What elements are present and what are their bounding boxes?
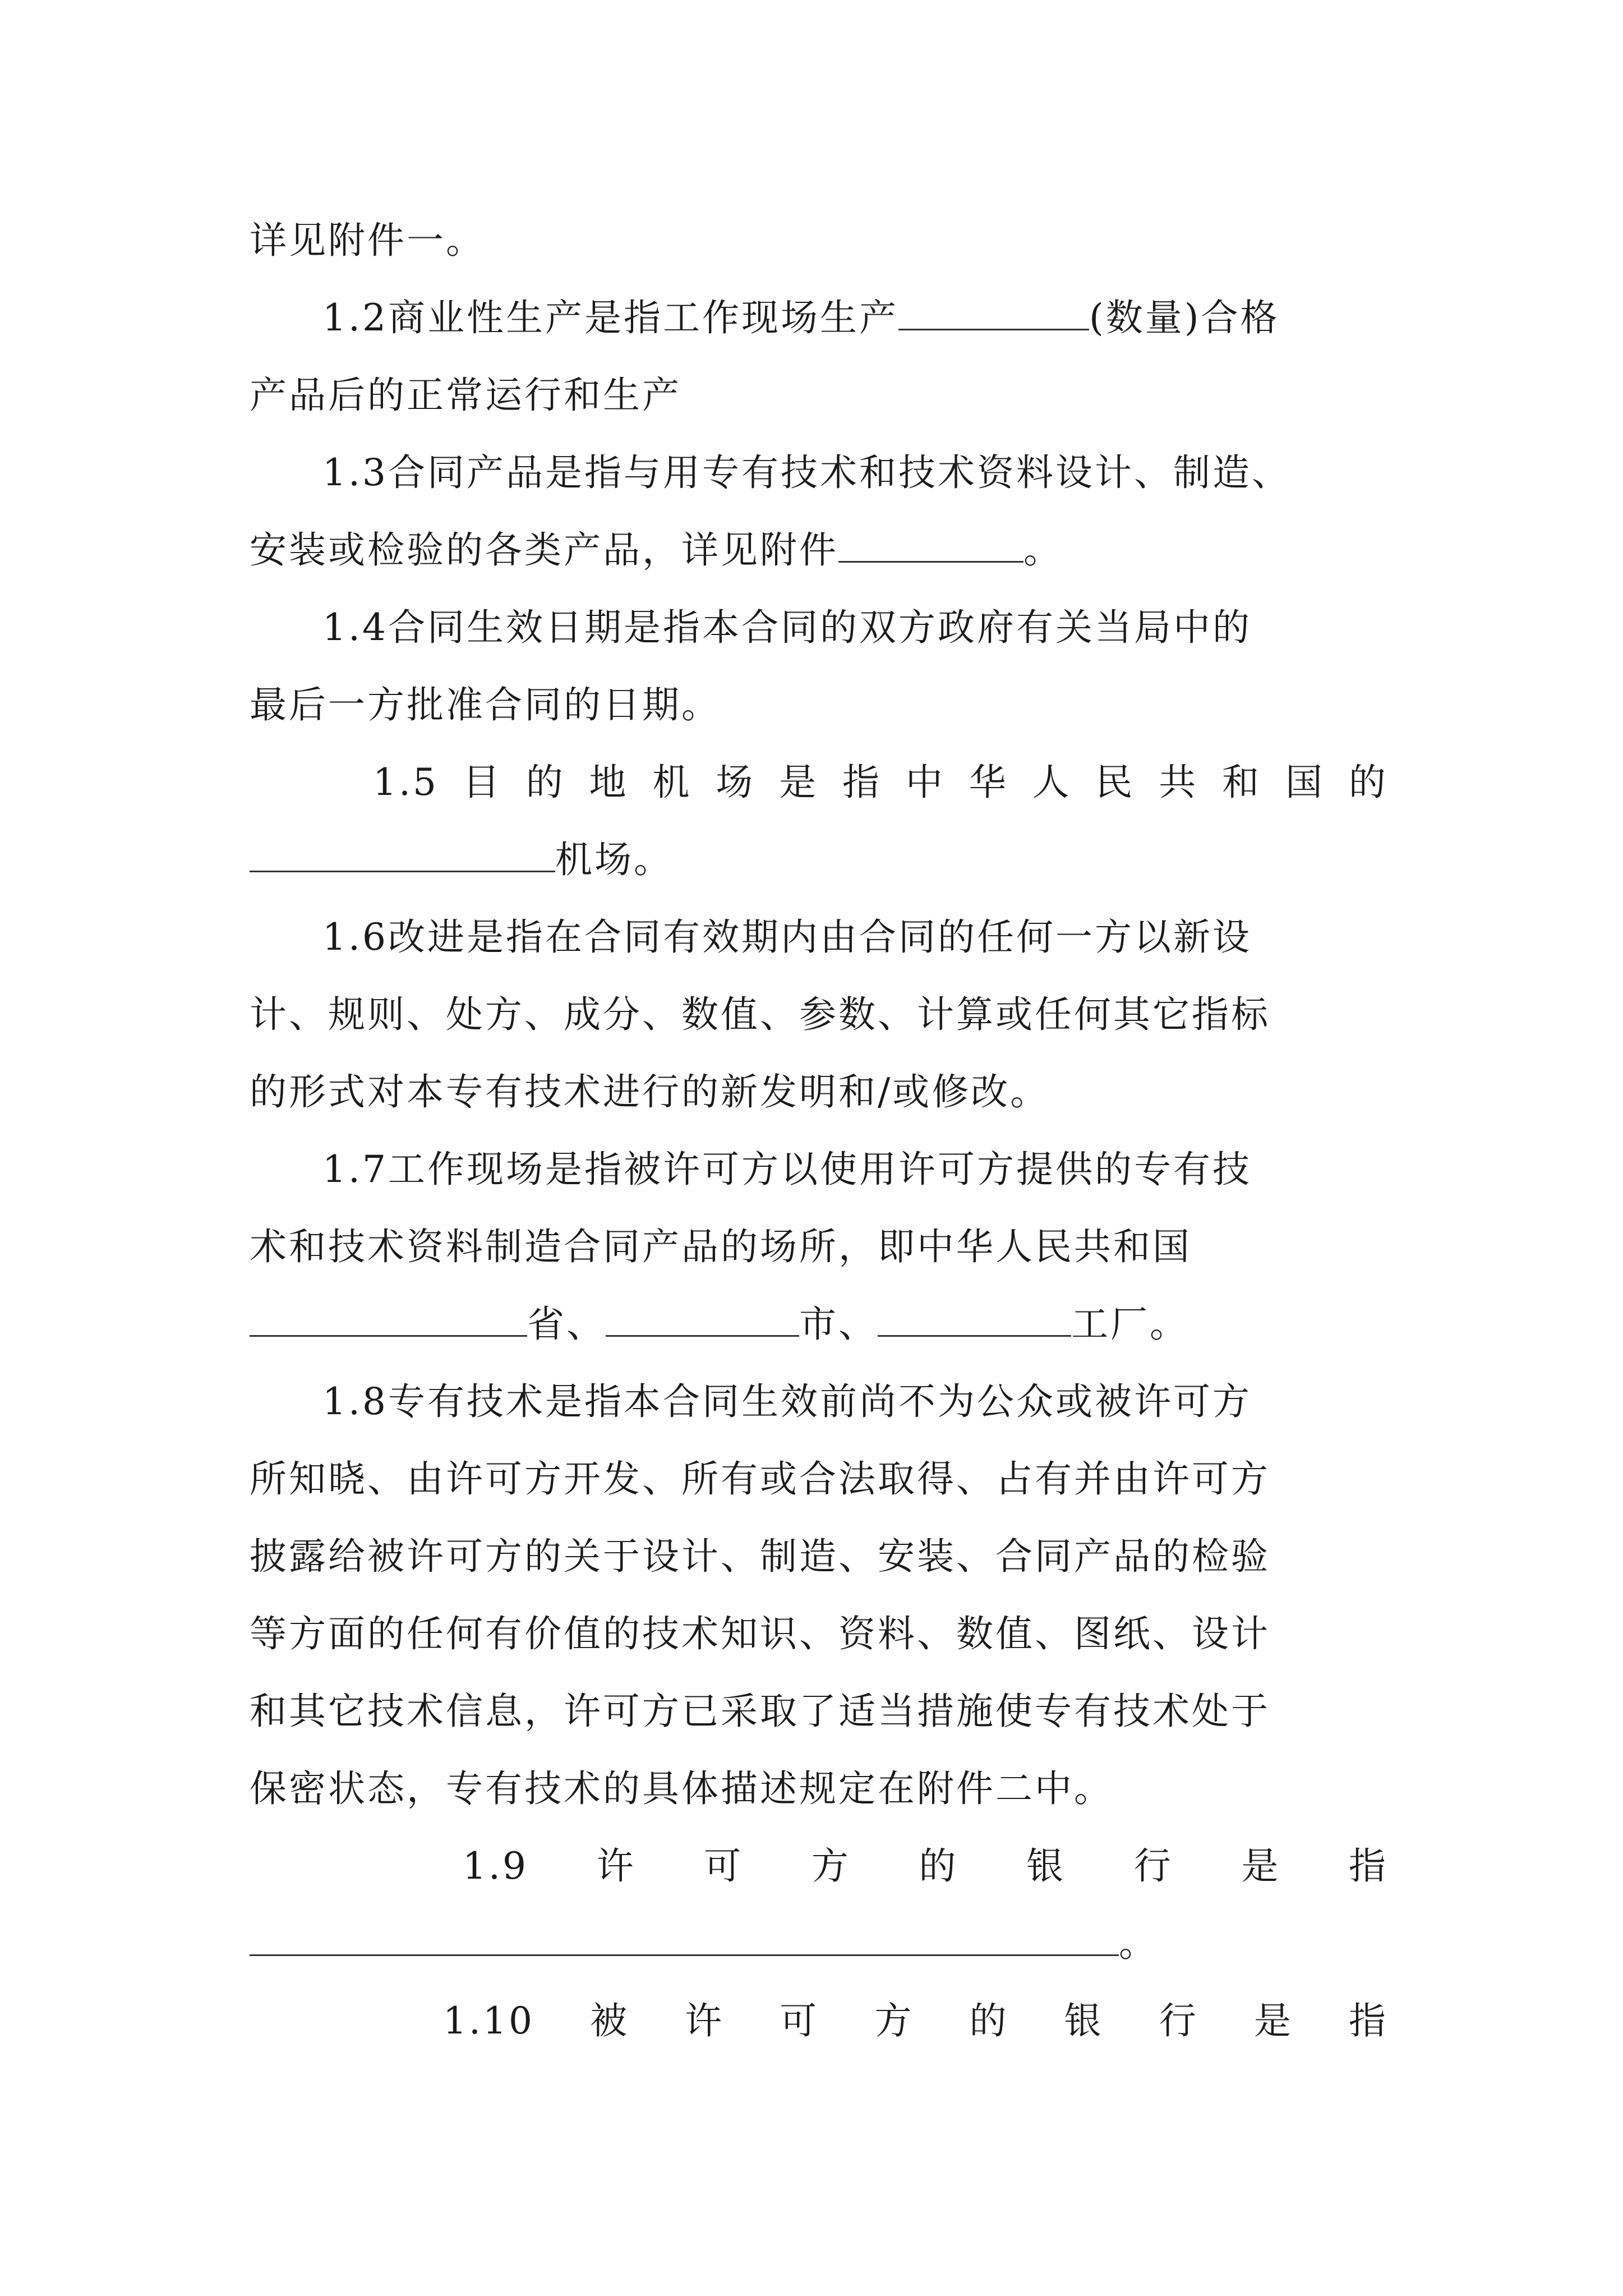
province-blank <box>250 1296 527 1337</box>
text-annex-one: 详见附件一。 <box>250 219 485 262</box>
clause-1-8-line-6: 保密状态，专有技术的具体描述规定在附件二中。 <box>250 1767 1113 1810</box>
clause-1-4-line-2: 最后一方批准合同的日期。 <box>250 683 721 726</box>
clause-1-6-line-3: 的形式对本专有技术进行的新发明和/或修改。 <box>250 1070 1050 1114</box>
clause-1-5-line-2: 机场。 <box>250 821 673 899</box>
line-annex-one <box>250 202 485 279</box>
clause-1-9-line-2: 。 <box>250 1905 1158 1982</box>
quantity-blank <box>898 289 1089 330</box>
factory-blank <box>878 1296 1071 1337</box>
annex-number-blank <box>838 522 1023 563</box>
city-blank <box>606 1296 799 1337</box>
clause-1-6-line-2: 计、规则、处方、成分、数值、参数、计算或任何其它指标 <box>250 993 1270 1036</box>
clause-1-7-line-1: 1.7工作现场是指被许可方以使用许可方提供的专有技 <box>322 1148 1252 1191</box>
clause-1-3-line-2: 安装或检验的各类产品，详见附件 。 <box>250 512 1063 589</box>
clause-1-7-line-2: 术和技术资料制造合同产品的场所，即中华人民共和国 <box>250 1225 1192 1268</box>
clause-1-8-line-2: 所知晓、由许可方开发、所有或合法取得、占有并由许可方 <box>250 1457 1270 1501</box>
clause-1-3-line-1: 1.3合同产品是指与用专有技术和技术资料设计、制造、 <box>322 451 1291 494</box>
clause-1-5-line-1: 1.5 目 的 地 机 场 是 指 中 华 人 民 共 和 国 的 <box>373 761 1388 804</box>
clause-1-2-text: 1.2商业性生产是指工作现场生产 (数量)合格 <box>322 279 1279 357</box>
clause-1-6-line-1: 1.6改进是指在合同有效期内由合同的任何一方以新设 <box>322 915 1252 959</box>
airport-name-blank <box>250 831 555 872</box>
clause-1-8-line-5: 和其它技术信息，许可方已采取了适当措施使专有技术处于 <box>250 1690 1270 1733</box>
clause-1-10-line-1: 1.10 被 许 可 方 的 银 行 是 指 <box>443 1999 1388 2042</box>
clause-1-7-line-3: 省、 市、 工厂。 <box>250 1286 1189 1363</box>
clause-1-8-line-4: 等方面的任何有价值的技术知识、资料、数值、图纸、设计 <box>250 1612 1270 1655</box>
clause-1-4-line-1: 1.4合同生效日期是指本合同的双方政府有关当局中的 <box>322 606 1252 649</box>
clause-1-9-line-1: 1.9 许 可 方 的 银 行 是 指 <box>463 1844 1388 1888</box>
clause-1-2-line-1 <box>250 279 1388 357</box>
clause-1-8-line-3: 披露给被许可方的关于设计、制造、安装、合同产品的检验 <box>250 1535 1270 1578</box>
licensor-bank-blank <box>250 1915 1119 1956</box>
clause-1-8-line-1: 1.8专有技术是指本合同生效前尚不为公众或被许可方 <box>322 1380 1252 1423</box>
clause-1-2-line-2: 产品后的正常运行和生产 <box>250 374 681 417</box>
